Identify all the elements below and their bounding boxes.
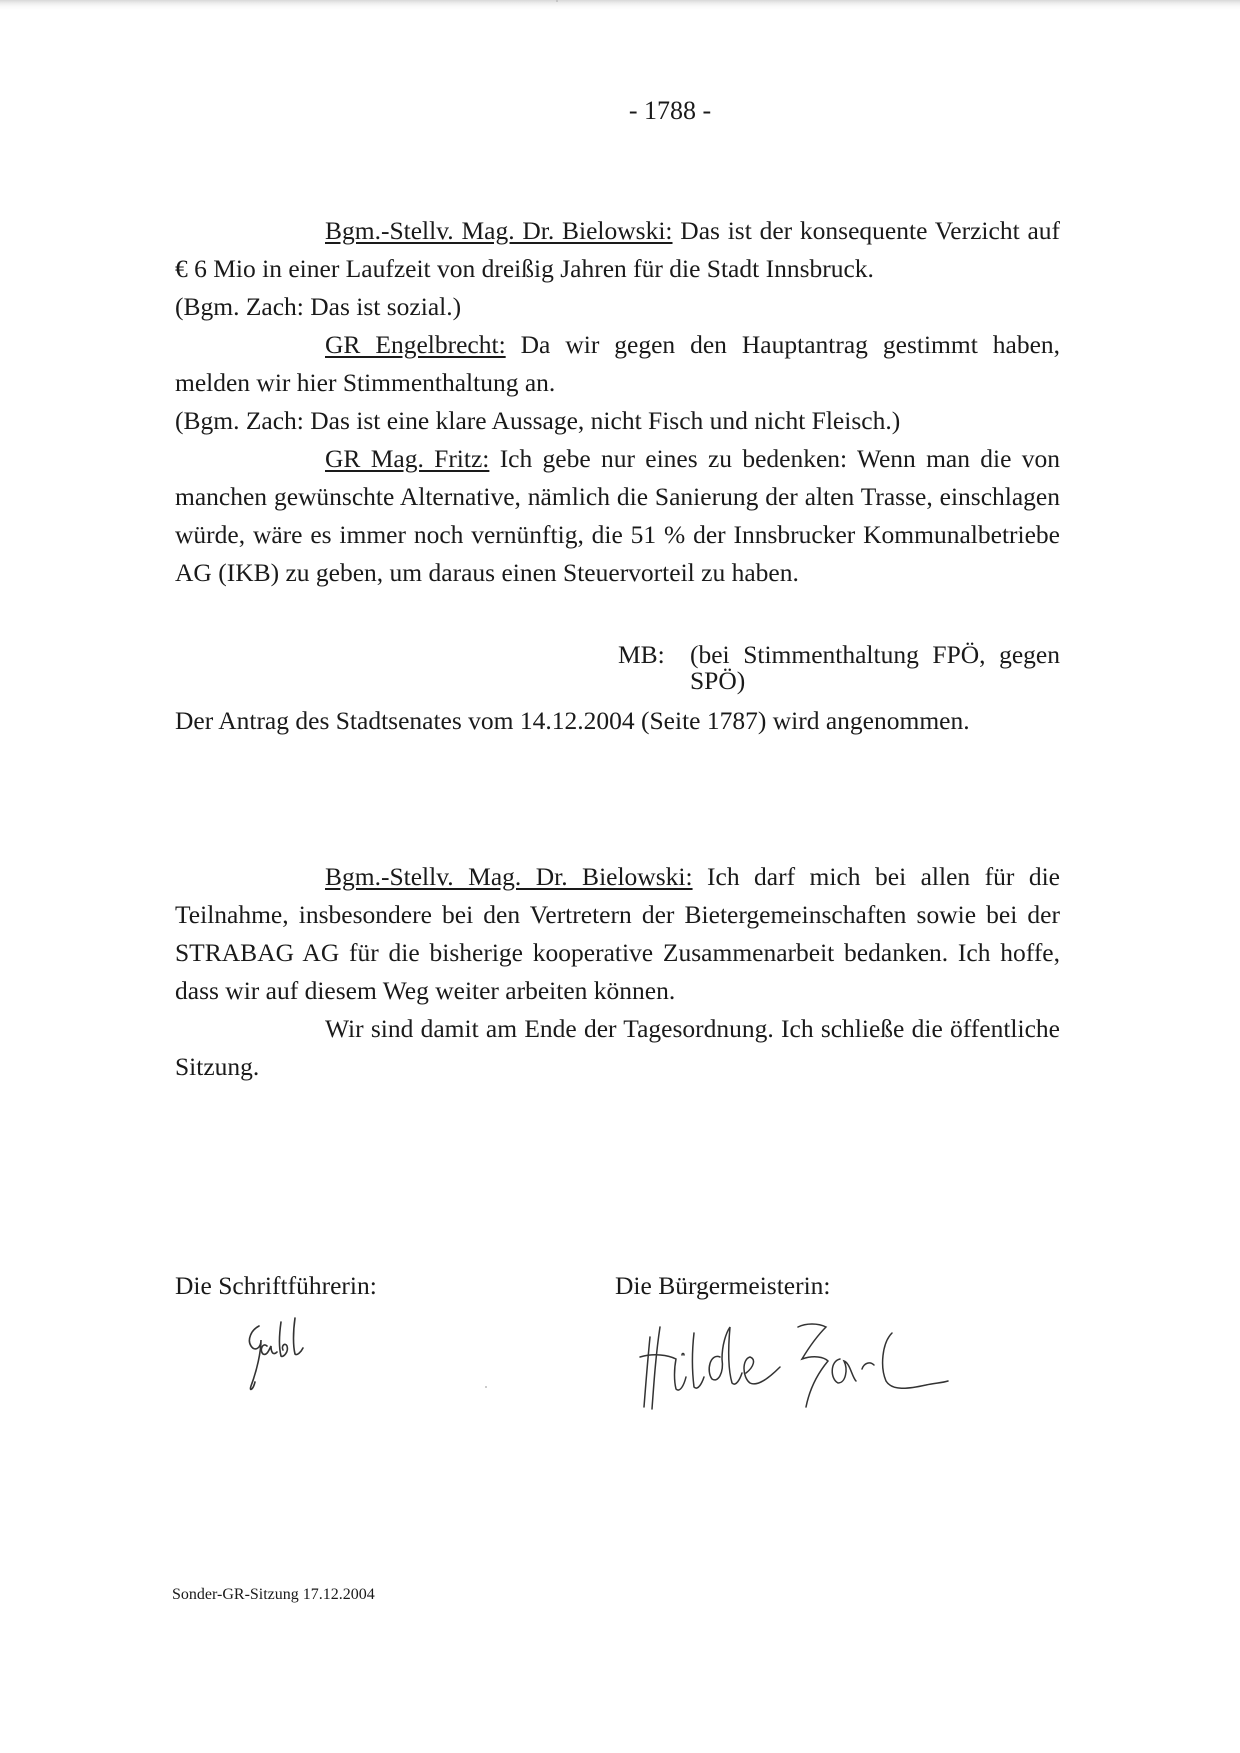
page-number: - 1788 - <box>628 96 712 125</box>
interjection-note: (Bgm. Zach: Das ist sozial.) <box>175 292 462 321</box>
statement-paragraph <box>175 440 1060 592</box>
speaker-name: Bgm.-Stellv. Mag. Dr. Bielowski: <box>325 216 673 245</box>
speaker-name: GR Mag. Fritz: <box>325 444 490 473</box>
speaker-name: Bgm.-Stellv. Mag. Dr. Bielowski: <box>325 862 693 891</box>
document-body <box>175 212 1060 1086</box>
scan-edge <box>0 0 1240 10</box>
mayor-signature <box>630 1297 950 1417</box>
closing-paragraph <box>175 858 1060 1010</box>
statement-paragraph <box>175 212 1060 288</box>
statement-paragraph <box>175 326 1060 402</box>
mayor-label: Die Bürgermeisterin: <box>615 1271 831 1300</box>
footer-session: Sonder-GR-Sitzung 17.12.2004 <box>172 1586 375 1603</box>
closing-paragraph: Wir sind damit am Ende der Tagesordnung. Ich schließe die öffentliche Sitzung. <box>175 1014 1060 1081</box>
statement-text: Da wir gegen den Hauptantrag gestimmt haben, melden wir hier Stimmenthaltung an. <box>175 330 1061 397</box>
speaker-name: GR Engelbrecht: <box>325 330 506 359</box>
resolution-text: Der Antrag des Stadtsenates vom 14.12.2004 (Seite 1787) wird angenommen. <box>175 706 970 735</box>
closing-text: Ich darf mich bei allen für die Teilnahme, insbesondere bei den Vertretern der Bietergemeinschaften sowie bei der STRABAG AG für die bisherige kooperative Zusammenarbeit bedanken. Ich hoffe, dass wir auf diesem Weg weiter arbeiten können. <box>175 862 1060 1005</box>
vote-label: MB: <box>618 640 665 669</box>
recorder-signature <box>237 1312 327 1402</box>
vote-result <box>175 642 1060 694</box>
scan-speck <box>485 1386 487 1388</box>
statement-text: Ich gebe nur eines zu bedenken: Wenn man die von manchen gewünschte Alternative, nämlich die Sanierung der alten Trasse, einschlagen würde, wäre es immer noch vernünftig, die 51 % der Innsbrucker Kommunalbetriebe AG (IKB) zu geben, um daraus einen Steuervorteil zu haben. <box>175 444 1060 587</box>
scan-speck <box>556 0 558 2</box>
interjection-note: (Bgm. Zach: Das ist eine klare Aussage, nicht Fisch und nicht Fleisch.) <box>175 406 901 435</box>
recorder-label: Die Schriftführerin: <box>175 1271 377 1300</box>
statement-text: Das ist der konsequente Verzicht auf € 6 Mio in einer Laufzeit von dreißig Jahren für die Stadt Innsbruck. <box>175 216 1060 283</box>
vote-text: (bei Stimmenthaltung FPÖ, gegen SPÖ) <box>690 640 1060 695</box>
